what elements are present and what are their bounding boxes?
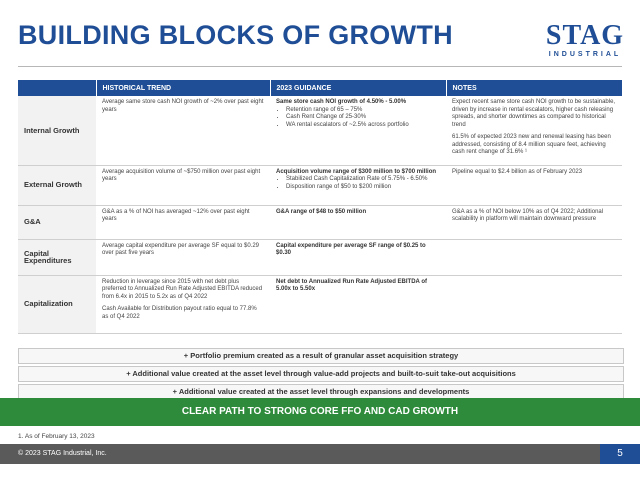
logo-wordmark: STAG	[545, 20, 625, 51]
value-bar-expansions: + Additional value created at the asset level through expansions and developments	[18, 384, 624, 400]
table-row-external-growth	[18, 165, 622, 205]
guidance-bullet: • WA rental escalators of ~2.5% across portfolio	[286, 122, 440, 130]
guidance-main: Same store cash NOI growth of 4.50% - 5.00%	[276, 99, 407, 105]
page-footer	[0, 444, 640, 464]
header-blank	[18, 80, 96, 96]
title-divider	[18, 66, 622, 67]
historical-cell: G&A as a % of NOI has averaged ~12% over past eight years	[96, 205, 270, 239]
historical-cell: Average capital expenditure per average SF equal to $0.29 over past five years	[96, 239, 270, 275]
historical-text: Reduction in leverage since 2015 with net debt plus preferred to Annualized Run Rate Adjusted EBITDA reduced from 6.4x in 2015 to 5.2x as of Q4 2022	[102, 278, 263, 300]
guidance-cell: Net debt to Annualized Run Rate Adjusted EBITDA of 5.00x to 5.50x	[270, 275, 446, 333]
guidance-main: Acquisition volume range of $300 million to $700 million	[276, 168, 437, 175]
guidance-bullet: • Retention range of 65 – 75%	[286, 107, 440, 115]
stag-logo	[540, 22, 630, 58]
guidance-bullets	[276, 107, 440, 130]
notes-cell	[446, 239, 622, 275]
row-label: Capitalization	[18, 275, 96, 333]
value-bar-portfolio-premium: + Portfolio premium created as a result of granular asset acquisition strategy	[18, 348, 624, 364]
growth-table	[18, 80, 622, 334]
historical-text: Cash Available for Distribution payout ratio equal to 77.8% as of Q4 2022	[102, 306, 257, 320]
page-title: BUILDING BLOCKS OF GROWTH	[18, 20, 453, 50]
header-notes: NOTES	[446, 80, 622, 96]
guidance-cell	[270, 96, 446, 165]
guidance-cell: Capital expenditure per average SF range of $0.25 to $0.30	[270, 239, 446, 275]
table-row-g-and-a	[18, 205, 622, 239]
notes-cell: G&A as a % of NOI below 10% as of Q4 2022; Additional scalability in platform will maintain downward pressure	[446, 205, 622, 239]
guidance-cell: G&A range of $48 to $50 million	[270, 205, 446, 239]
header-historical-trend: HISTORICAL TREND	[96, 80, 270, 96]
guidance-bullet: • Stabilized Cash Capitalization Rate of 5.75% - 6.50%	[286, 176, 440, 184]
copyright-text: © 2023 STAG Industrial, Inc.	[18, 450, 107, 457]
table-header-row	[18, 80, 622, 96]
table-row-capitalization	[18, 275, 622, 333]
historical-cell	[96, 275, 270, 333]
growth-banner: CLEAR PATH TO STRONG CORE FFO AND CAD GROWTH	[0, 398, 640, 426]
notes-cell	[446, 96, 622, 165]
row-label: G&A	[18, 205, 96, 239]
header-2023-guidance: 2023 GUIDANCE	[270, 80, 446, 96]
table-row-capital-expenditures	[18, 239, 622, 275]
row-label: Internal Growth	[18, 96, 96, 165]
table-row-internal-growth	[18, 96, 622, 165]
note-text: 61.5% of expected 2023 new and renewal leasing has been addressed, consisting of 8.4 million square feet, achieving cash rent change of 31.6% ¹	[452, 134, 611, 155]
guidance-bullets	[276, 176, 440, 191]
guidance-bullet: • Cash Rent Change of 25-30%	[286, 114, 440, 122]
notes-cell: Pipeline equal to $2.4 billion as of February 2023	[446, 165, 622, 205]
footnote: 1. As of February 13, 2023	[18, 433, 95, 440]
guidance-bullet: • Disposition range of $50 to $200 million	[286, 184, 440, 192]
notes-cell	[446, 275, 622, 333]
note-text: Expect recent same store cash NOI growth to be sustainable, driven by increase in rental escalators, higher cash releasing spreads, and shorter downtimes as compared to historical trend	[452, 99, 616, 128]
logo-subtitle: INDUSTRIAL	[548, 51, 622, 58]
guidance-cell	[270, 165, 446, 205]
historical-cell: Average same store cash NOI growth of ~2% over past eight years	[96, 96, 270, 165]
row-label: External Growth	[18, 165, 96, 205]
value-bar-value-add: + Additional value created at the asset level through value-add projects and built-to-suit take-out acquisitions	[18, 366, 624, 382]
row-label: Capital Expenditures	[18, 239, 96, 275]
historical-cell: Average acquisition volume of ~$750 million over past eight years	[96, 165, 270, 205]
page-number: 5	[600, 444, 640, 464]
